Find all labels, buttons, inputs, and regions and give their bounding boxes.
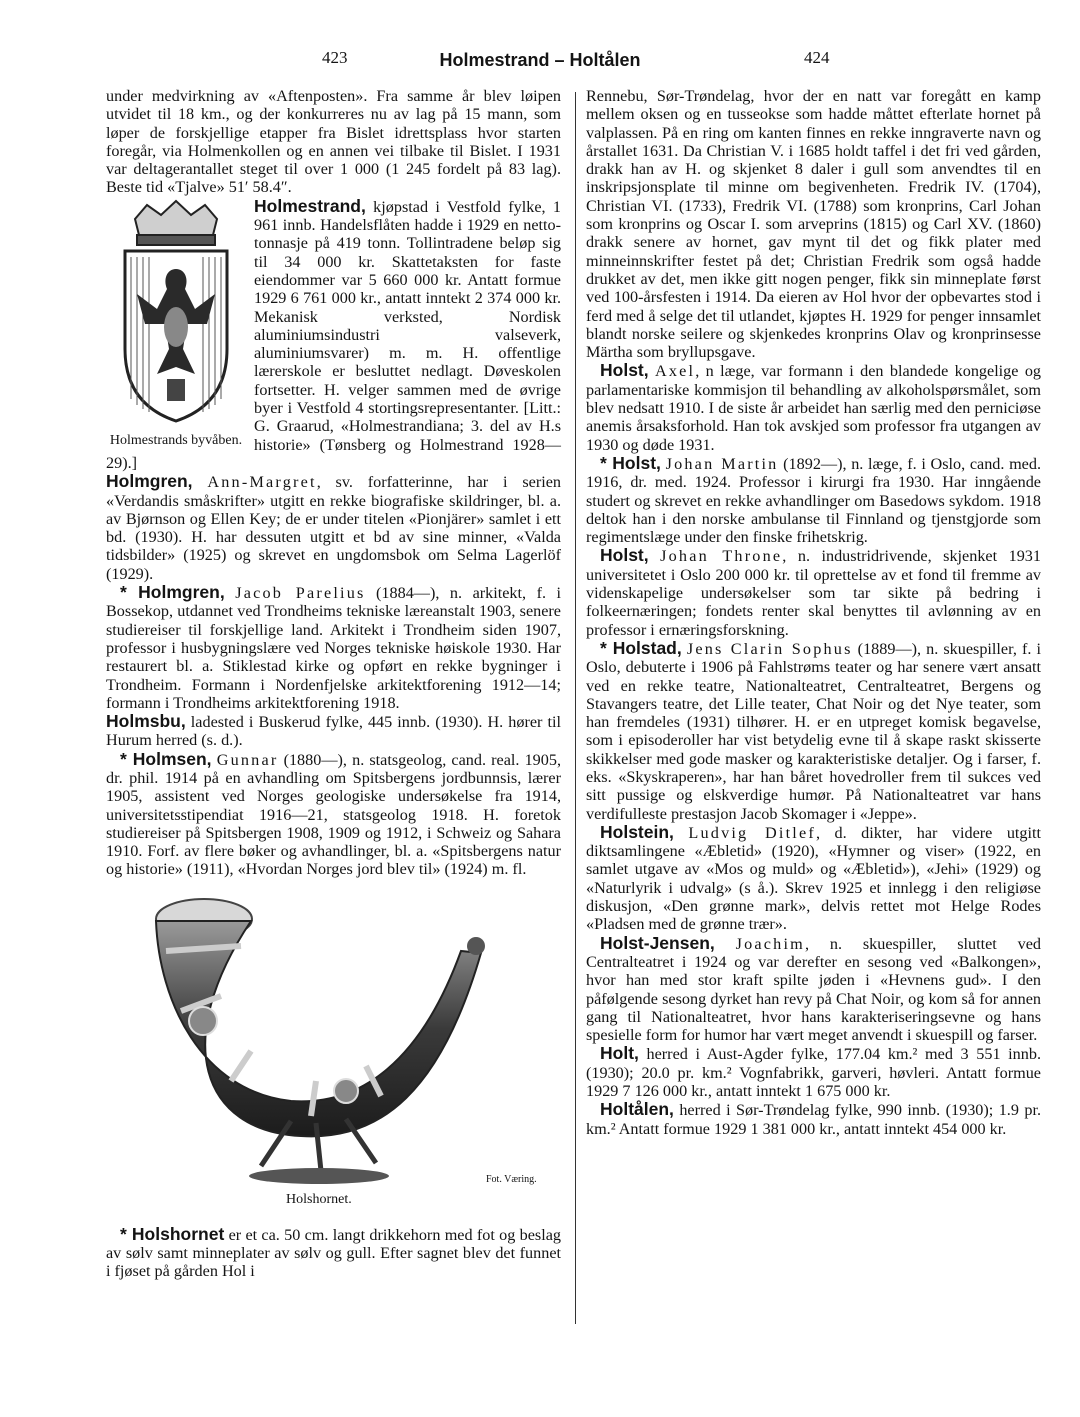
drinking-horn-figure [106,891,556,1221]
entry-holst-axel [586,361,1041,453]
entry-holshornet [106,1225,561,1281]
entry-text: kjøpstad i Vestfold fylke, 1 961 innb. Handelsflåten hadde i 1929 en netto-tonnasje på 419 tonn. Tollintradene beløp sig til 34 000 kr. Skattetaksten for faste eiendommer var 5 660 000 kr. Antatt formue 1929 6 761 000 kr., antatt inntekt 2 374 000 kr. Mekanisk verksted, Nordisk aluminiumsindustri valseverk, aluminiumsvarer) m. m. H. offentlige lærerskole er besluttet nedlagt. Døveskolen fortsetter. H. velger sammen med de øvrige byer i Vestfold 4 stortingsrepresentanter. [Litt.: G. Graarud, «Holmestrandiana; 3. del av H.s historie» (Tønsberg og Holmestrand 1928—29).] [106,197,561,472]
entry-holmestrand [106,197,561,472]
star-marker: * [600,452,613,473]
person-name: Joachim [735,934,805,953]
headword: Holt, [600,1043,639,1064]
entry-holst-johan-martin [586,454,1041,546]
coat-of-arms-figure [106,199,246,448]
left-column [106,87,561,1281]
entry-text: ladested i Buskerud fylke, 445 innb. (1930). H. hører til Hurum herred (s. d.). [106,713,561,750]
entry-holmgren-ann-margret [106,472,561,583]
headword: Holmgren, [106,471,193,492]
star-marker: * [600,637,613,658]
entry-text: (1889—), n. skuespiller, f. i Oslo, debuterte i 1906 på Fahlstrøms teater og har senere vært ansatt ved en rekke teatre, Nationalteatret, Centralteatret, Bergens og Stavangers teatre, det Lille teater, Chat Noir og det Nye teater, som han fremdeles (1931) tilhører. H. er en utpreget komisk begavelse, som i episoderoller har vist betydelig evne til å skape raskt skisserte skikkelser med gode masker og karakteristiske detaljer. Og i farser, f. eks. «Skyskraperen», har han båret hovedroller frem til sukces ved sitt pussige og elskverdige humør. På Nationalteatret var hans verdifulleste prestasjon Jacob Skomager i «Jeppe». [586,639,1041,823]
person-name: Jacob Parelius [235,584,366,603]
person-name: Ludvig Ditlef [688,823,816,842]
entry-text: , d. dikter, har videre utgitt diktsamlingene «Æbletid» (1920), «Hymner og viser» (1922, en samlet utgave av «Mos og muld» og «Æbletid»), «Jehi» (1929) og «Naturlyrik i udvalg» (s å.). Skrev 1925 et innlegg i den religiøse diskusjon, «Den grønne mark», delvis rettet mot Helge Rodes «Pladsen med de grønne trær». [586,823,1041,934]
headword: Holst-Jensen, [600,932,715,953]
person-name: Axel [654,362,696,381]
headword: Holmsen, [132,748,212,769]
headword: Holmsbu, [106,711,186,732]
photo-credit: Fot. Væring. [486,1173,537,1185]
entry-text: herred i Aust-Agder fylke, 177.04 km.² med 3 551 innb. (1930); 20.0 pr. km.² Vognfabrikk, garveri, høvleri. Antatt formue 1929 7 126 000 kr., antatt inntekt 1 675 000 kr. [586,1045,1041,1101]
horn-caption: Holshornet. [286,1191,352,1207]
right-column [586,87,1041,1138]
entry-holstein [586,823,1041,934]
headword: Holst, [600,545,649,566]
headword: Holmgren, [138,582,225,603]
coat-of-arms-caption: Holmestrands byvåben. [109,433,243,449]
headword: Holtålen, [600,1099,674,1120]
continued-paragraph: Rennebu, Sør-Trøndelag, hvor der en natt var foregått en kamp mellem oksen og en tusseokse som hadde måttet efterlate hornet på valplassen. På en ring om kanten finnes en rekke inngraverte navn og årstallet 1631. Da Christian V. i 1685 holdt taffel i det fri ved gården, drakk han av H. og skjenket 8 daler i gull som anvendtes til en inskripsjonsplate til minne om begivenheten. Fredrik IV. (1704), Christian VI. (1733), Fredrik VI. (1788) som kronprins, Carl Johan som kronprins og Oscar I. som arveprins (1815) og Carl XV. (1860) drakk senere av hornet, gav mynt til det og fikk plater med minneinnskrifter festet på det; Christian Fredrik som også hadde drukket av det, men ikke gitt nogen penger, fikk sin minneplate først ved 100-årsfesten i 1914. Da eieren av Hol hvor der opbevartes stod i ferd med å selge det til utlandet, kjøptes H. 1929 for penger innsamlet blandt norske seilere og skjenkedes kronprins Olav og kronprinsesse Märtha som bryllupsgave. [586,87,1041,362]
star-marker: * [120,748,133,769]
entry-holmgren-jacob [106,583,561,712]
entry-holstad [586,639,1041,823]
right-page-number: 424 [804,48,830,67]
headword: Holshornet [131,1223,225,1244]
running-title: Holmestrand – Holtålen [439,50,641,70]
left-page-number: 423 [322,48,348,67]
entry-holst-johan-throne [586,546,1041,638]
person-name: Johan Martin [665,454,779,473]
entry-text: (1892—), n. læge, f. i Oslo, cand. med. 1916, dr. med. 1924. Professor i kirurgi fra 1930. Har inngående studert og skrevet en rekke avhandlinger om Basedows sykdom. 1918 deltok han i den norske ambulanse til Finnland og tjenstgjorde som regimentslæge under den finske frihetskrig. [586,454,1042,547]
entry-text: (1884—), n. arkitekt, f. i Bossekop, utdannet ved Trondheims tekniske læreanstalt 1903, senere studiereiser til forskjellige land. Arkitekt i Trondheim siden 1907, professor i husbygningslære ved Norges tekniske høiskole 1930. Har restaurert bl. a. Stiklestad kirke og opført en rekke bygninger i Trondheim. Formann i Nordenfjelske arkitektforening 1912—14; formann i Trondheims arkitektforening 1918. [106,584,562,712]
entry-holmsbu [106,712,561,750]
holmestrand-coat-of-arms-image [117,199,235,429]
person-name: Jens Clarin Sophus [686,639,853,658]
entry-text: , n læge, var formann i den blandede kongelige og parlamentariske kommisjon til behandling av alkoholspørsmålet, som blev nedsatt 1910. I de siste år arbeidet han særlig med den perniciøse anemis årsaksforhold. Han tok avskjed som professor fra utgangen av 1930 og døde 1931. [586,362,1042,454]
entry-text: , n. skuespiller, sluttet ved Centralteatret i 1924 og var derefter en sesong ved «Balkongen», hvor han med stor kraft spilte jøden i «Hevnens gud». I den påfølgende sesong dyrket han revy på Chat Noir, og kom så for annen gang til Nationalteatret, hvor hans karakteriseringsevne og hans spesielle form for humor har vært meget anvendt i skuespill og farser. [586,934,1041,1045]
headword: Holstein, [600,821,674,842]
headword: Holst, [600,360,649,381]
entry-holtalen [586,1100,1041,1138]
entry-holmsen [106,750,561,879]
headword: Holst, [612,452,661,473]
star-marker: * [120,1223,132,1244]
entry-text: er et ca. 50 cm. langt drikkehorn med fot og beslag av sølv samt minneplater av sølv og gull. Efter sagnet blev det funnet i fjøset på gården Hol i [106,1225,561,1281]
entry-text: (1880—), n. statsgeolog, cand. real. 1905, dr. phil. 1914 på en avhandling om Spitsbergens jordbunnsis, lærer 1905, assistent ved Norges geologiske undersøkelse fra 1914, universitetsstipendiat 1916—21, statsgeolog 1918. H. foretok studiereiser på Spitsbergen 1908, 1909 og 1912, i Schweiz og Sahara 1910. Forf. av flere bøker og avhandlinger, bl. a. «Spitsbergens natur og historie» (1911), «Hvordan Norges jord blev til» (1924) m. fl. [106,750,561,879]
continued-paragraph: under medvirkning av «Aftenposten». Fra samme år blev løipen utvidet til 18 km., og der konkurreres nu av lag på 15 mann, som løper de forskjellige etapper fra Bislet idrettsplass hvor starten foregår, via Holmenkollen og en annen vei tilbake til Bislet. I 1931 var deltagerantallet steget til over 1 000 (1 245 fordelt på 83 lag). Beste tid «Tjalve» 51′ 58.4″. [106,87,561,197]
person-name: Johan Throne [660,547,783,566]
drinking-horn-image [141,891,521,1191]
entry-text: , n. industridrivende, skjenket 1931 universitetet i Oslo 200 000 kr. til oprettelse av et fond til fremme av videnskapelige undersøkelser som tar sikte på bedring i folkeernæringen; fondets renter skal benyttes til avlønning av en professor i ernæringsforskning. [586,547,1041,639]
star-marker: * [120,582,139,603]
headword-holmestrand: Holmestrand, [254,195,366,216]
person-name: Ann-Margret [207,473,317,492]
person-name: Gunnar [216,750,279,769]
column-divider [575,92,576,1324]
headword: Holstad, [612,637,682,658]
entry-holt [586,1044,1041,1100]
entry-text: herred i Sør-Trøndelag fylke, 990 innb. (1930); 1.9 pr. km.² Antatt formue 1929 1 381 000 kr., antatt inntekt 454 000 kr. [586,1101,1041,1138]
entry-holst-jensen [586,934,1041,1045]
entry-text: , sv. forfatterinne, har i serien «Verdandis småskrifter» utgitt en rekke biografiske skildringer, bl. a. av Bjørnson og Ellen Key; de er under titelen «Pionjärer» samlet i ett bd. (1930). H. har dessuten utgitt et bd av sine minner, «Valda tidsbilder» (1925) og skrevet en ungdomsbok om Selma Lagerlöf (1929). [106,473,561,583]
